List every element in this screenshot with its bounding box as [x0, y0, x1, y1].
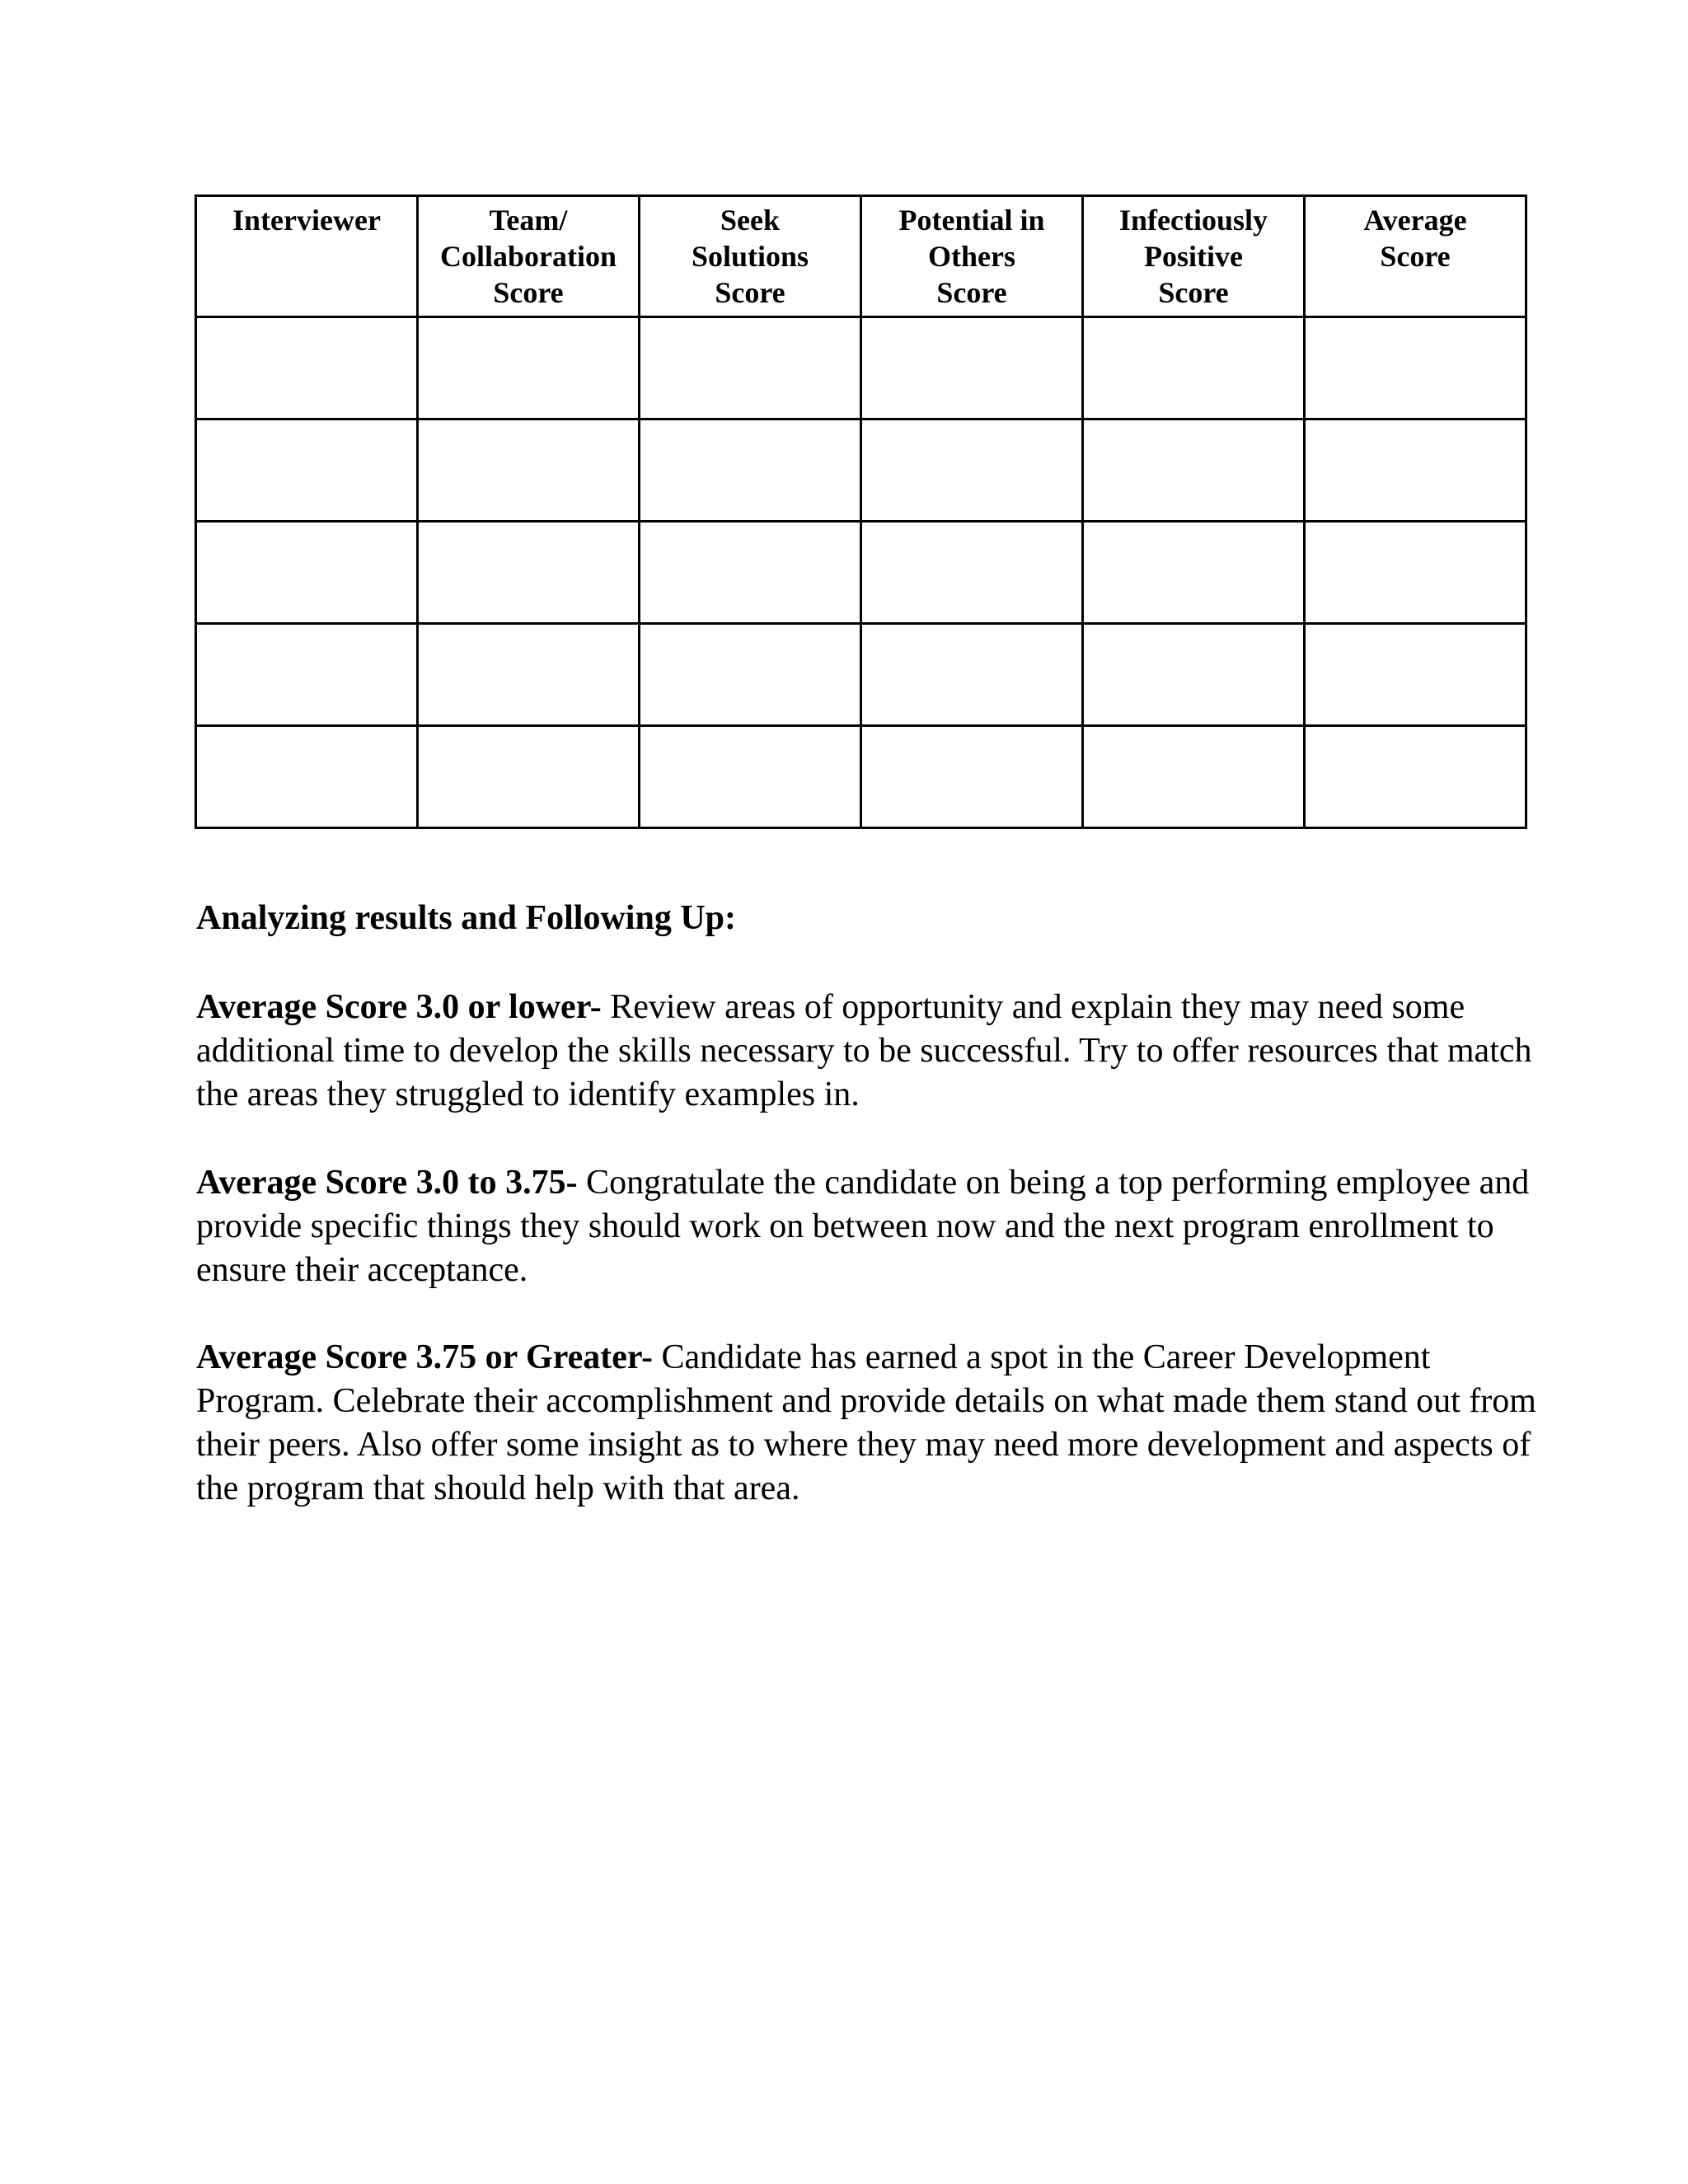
- table-cell[interactable]: [1305, 624, 1526, 726]
- table-cell[interactable]: [640, 726, 861, 828]
- header-line: Infectiously: [1119, 204, 1268, 237]
- header-line: Potential in: [898, 204, 1045, 237]
- header-line: Score: [936, 276, 1007, 309]
- table-row: [196, 624, 1526, 726]
- table-cell[interactable]: [418, 624, 640, 726]
- header-seek-solutions-score: [640, 196, 861, 317]
- header-line: Others: [928, 240, 1015, 273]
- header-line: Positive: [1144, 240, 1243, 273]
- table-cell[interactable]: [196, 522, 418, 624]
- score-guidance-mid: [196, 1161, 1548, 1292]
- guidance-lead: Average Score 3.75 or Greater-: [196, 1338, 653, 1376]
- section-heading: Analyzing results and Following Up:: [196, 899, 736, 937]
- header-line: Average: [1363, 204, 1467, 237]
- table-cell[interactable]: [640, 624, 861, 726]
- header-line: Solutions: [691, 240, 809, 273]
- table-cell[interactable]: [196, 317, 418, 419]
- table-cell[interactable]: [1305, 522, 1526, 624]
- header-interviewer: [196, 196, 418, 317]
- table-row: [196, 317, 1526, 419]
- table-cell[interactable]: [1083, 419, 1305, 522]
- score-guidance-low: [196, 986, 1548, 1117]
- table-cell[interactable]: [640, 522, 861, 624]
- header-line: Score: [493, 276, 564, 309]
- guidance-lead: Average Score 3.0 to 3.75-: [196, 1164, 578, 1202]
- table-cell[interactable]: [418, 726, 640, 828]
- guidance-lead: Average Score 3.0 or lower-: [196, 988, 602, 1026]
- table-header-row: [196, 196, 1526, 317]
- header-potential-in-others-score: [861, 196, 1083, 317]
- table-cell[interactable]: [1305, 726, 1526, 828]
- table-cell[interactable]: [1305, 317, 1526, 419]
- guidance-text: Candidate has earned a spot in the Career Development Program. Celebrate their accomplishment and provide details on what made them stand out from their peers. Also offer some insight as to where they may need more development and aspects of the program that should help with that area.: [196, 1338, 1536, 1507]
- table-cell[interactable]: [861, 317, 1083, 419]
- table-cell[interactable]: [1083, 317, 1305, 419]
- table-cell[interactable]: [640, 317, 861, 419]
- table-cell[interactable]: [418, 419, 640, 522]
- header-line: Interviewer: [232, 204, 381, 237]
- table-cell[interactable]: [640, 419, 861, 522]
- table-cell[interactable]: [861, 419, 1083, 522]
- header-average-score: [1305, 196, 1526, 317]
- header-team-collaboration-score: [418, 196, 640, 317]
- table-row: [196, 419, 1526, 522]
- table-cell[interactable]: [1305, 419, 1526, 522]
- table-cell[interactable]: [861, 726, 1083, 828]
- score-guidance-high: [196, 1336, 1548, 1511]
- header-line: Team/: [489, 204, 568, 237]
- guidance-text: Review areas of opportunity and explain they may need some additional time to develop the skills necessary to be successful. Try to offer resources that match the areas they struggled to identify examples in.: [196, 988, 1532, 1113]
- header-infectiously-positive-score: [1083, 196, 1305, 317]
- header-line: Score: [715, 276, 785, 309]
- table-cell[interactable]: [861, 522, 1083, 624]
- header-line: Score: [1158, 276, 1229, 309]
- header-line: Collaboration: [439, 240, 617, 273]
- table-cell[interactable]: [196, 726, 418, 828]
- table-cell[interactable]: [1083, 726, 1305, 828]
- guidance-text: Congratulate the candidate on being a top performing employee and provide specific things they should work on between now and the next program enrollment to ensure their acceptance.: [196, 1164, 1530, 1289]
- table-cell[interactable]: [196, 419, 418, 522]
- interview-score-table: [195, 194, 1527, 829]
- table-row: [196, 522, 1526, 624]
- table-cell[interactable]: [1083, 624, 1305, 726]
- header-line: Seek: [720, 204, 780, 237]
- table-cell[interactable]: [418, 317, 640, 419]
- table-row: [196, 726, 1526, 828]
- table-cell[interactable]: [418, 522, 640, 624]
- table-cell[interactable]: [196, 624, 418, 726]
- table-cell[interactable]: [1083, 522, 1305, 624]
- header-line: Score: [1380, 240, 1451, 273]
- table-cell[interactable]: [861, 624, 1083, 726]
